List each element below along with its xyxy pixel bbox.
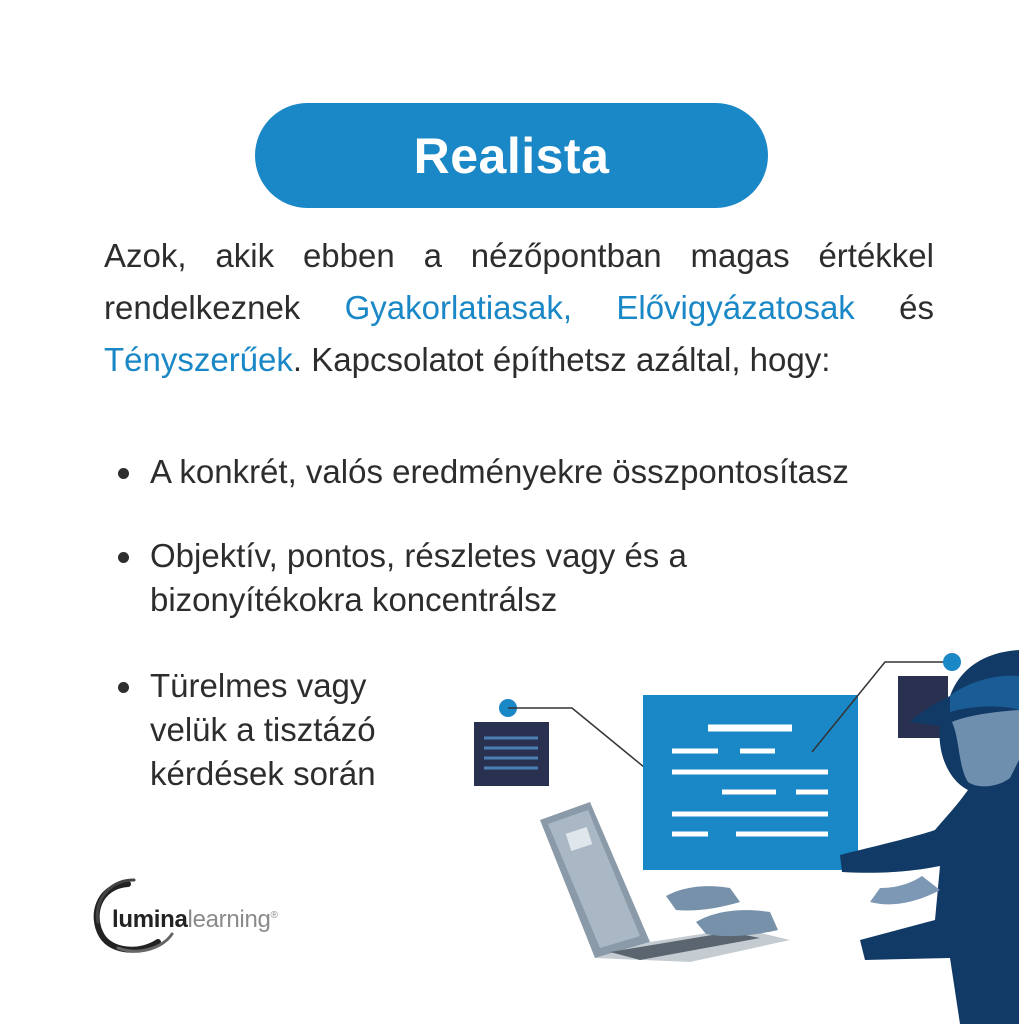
bullet-item: [118, 450, 849, 494]
bullet-text: kérdések során: [150, 755, 376, 792]
page-title: Realista: [413, 127, 610, 184]
small-document-icon: [474, 722, 549, 786]
intro-text-2: és: [854, 289, 934, 326]
logo-bold: lumina: [112, 906, 188, 933]
intro-highlight-2: Tényszerűek: [104, 341, 293, 378]
bullet-item: [118, 534, 687, 622]
bullet-dot-icon: [118, 468, 129, 479]
bullet-item: [118, 664, 376, 796]
bullet-text: A konkrét, valós eredményekre összpontosítasz: [150, 453, 849, 490]
bullet-dot-icon: [118, 552, 129, 563]
intro-highlight-1: Gyakorlatiasak, Elővigyázatosak: [344, 289, 855, 326]
intro-text-3: . Kapcsolatot építhetsz azáltal, hogy:: [292, 341, 831, 378]
document-panel-icon: [643, 695, 858, 870]
logo-wordmark: [112, 906, 278, 934]
intro-paragraph: [104, 230, 934, 386]
bullet-text: velük a tisztázó: [150, 711, 376, 748]
bullet-text: bizonyítékokra koncentrálsz: [150, 581, 558, 618]
bullet-text: Türelmes vagy: [150, 667, 367, 704]
logo-registered-mark: ®: [270, 910, 278, 921]
bullet-dot-icon: [118, 682, 129, 693]
bullet-text: Objektív, pontos, részletes vagy és a: [150, 537, 687, 574]
intro-text-1: Azok, akik ebben a nézőpontban magas értékkel rendelkeznek: [104, 237, 934, 326]
logo-light: learning: [187, 906, 271, 933]
person-with-laptop-illustration: [440, 640, 1019, 1024]
title-banner: [255, 103, 768, 208]
